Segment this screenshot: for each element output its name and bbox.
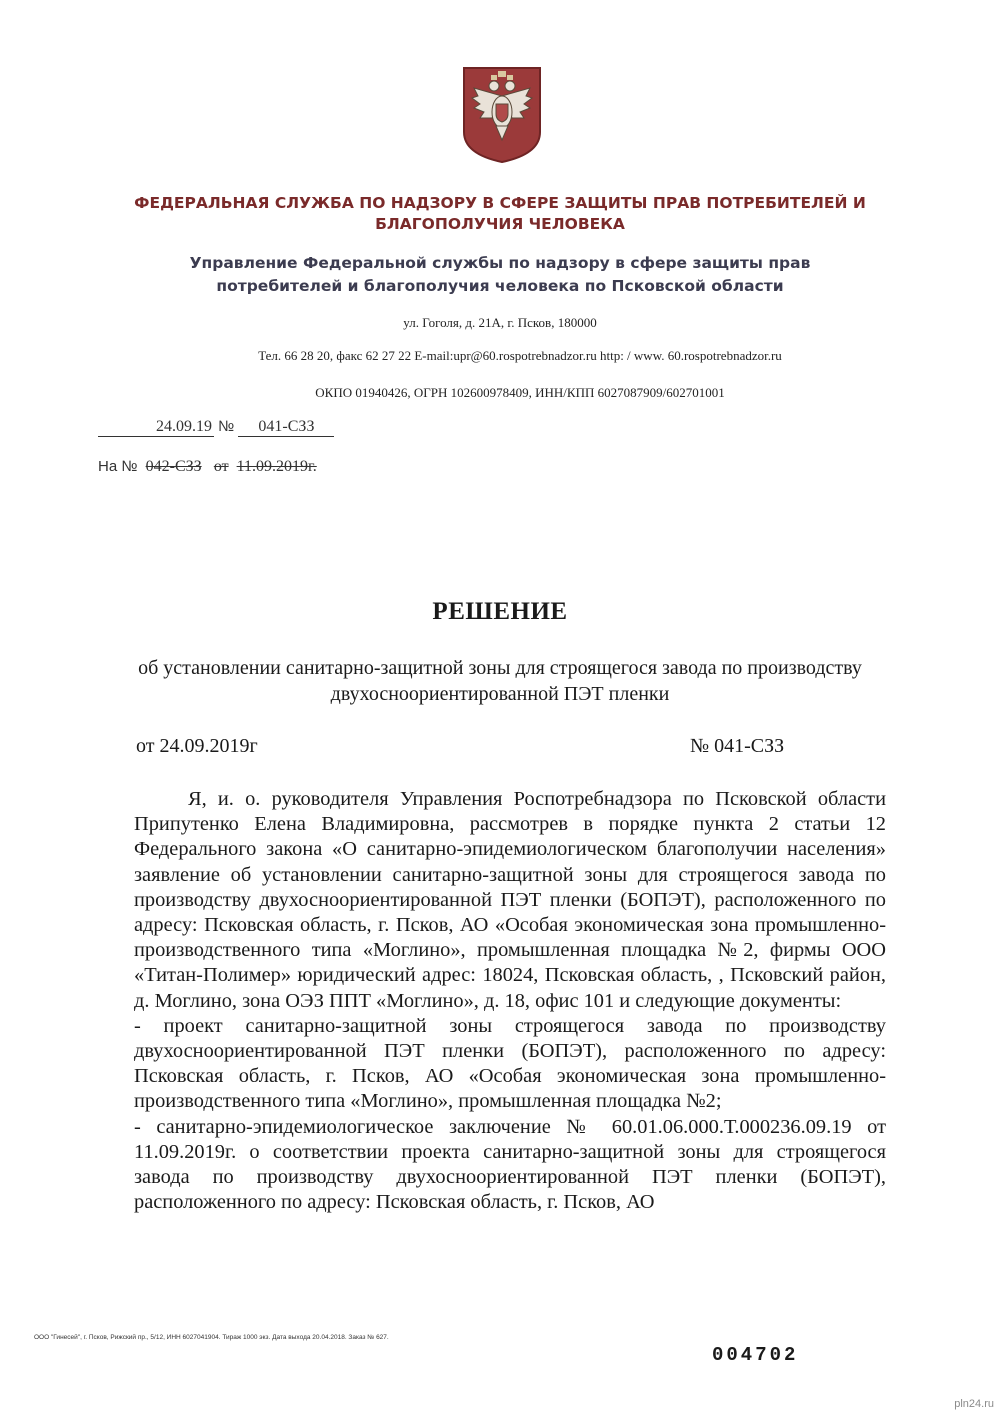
registration-line [98,418,334,437]
print-info: ООО "Гинесей", г. Псков, Рижский пр., 5/12, ИНН 6027041904. Тираж 1000 экз. Дата выхода 20.04.2018. Заказ № 627. [34,1334,389,1341]
registration-number: 041-СЗЗ [238,418,334,437]
coat-of-arms-emblem-icon [460,66,544,164]
organization-address: ул. Гоголя, д. 21А, г. Псков, 180000 [403,315,597,330]
document-number: № 041-СЗЗ [690,735,785,757]
body-paragraph: - санитарно-эпидемиологическое заключение № 60.01.06.000.Т.000236.09.19 от 11.09.2019г. о соответствии проекта санитарно-защитной зоны для строящегося завода по производству двухосноориентированной ПЭТ пленки (БОПЭТ), расположенного по адресу: Псковская область, г. Псков, АО [134,1115,886,1214]
reference-date: 11.09.2019г. [236,458,317,475]
registration-date: 24.09.19 [98,418,214,437]
registration-number-label: № [218,418,235,435]
body-paragraph: - проект санитарно-защитной зоны строящегося завода по производству двухосноориентированной ПЭТ пленки (БОПЭТ), расположенного по адресу: Псковская область, г. Псков, АО «Особая экономическая зона промышленно-производственного типа «Моглино», промышленная площадка №2; [134,1014,886,1113]
document-subtitle: об установлении санитарно-защитной зоны для строящегося завода по производству двухосноориентированной ПЭТ пленки [138,657,862,705]
document-title: РЕШЕНИЕ [432,598,568,625]
document-body [134,787,886,1215]
reference-line [98,458,321,476]
document-date: от 24.09.2019г [136,735,258,757]
body-paragraph: Я, и. о. руководителя Управления Роспотребнадзора по Псковской области Припутенко Елена Владимировна, рассмотрев в порядке пункта 2 статьи 12 Федерального закона «О санитарно-эпидемиологическом благополучии населения» заявление об установлении санитарно-защитной зоны для строящегося завода по производству двухосноориентированной ПЭТ пленки (БОПЭТ), расположенного по адресу: Псковская область, г. Псков, АО «Особая экономическая зона промышленно-производственного типа «Моглино», промышленная площадка №2, фирмы ООО «Титан-Полимер» юридический адрес: 18024, Псковская область, , Псковский район, д. Моглино, зона ОЭЗ ППТ «Моглино», д. 18, офис 101 и следующие документы: [134,788,886,1012]
reference-number: 042-СЗЗ [145,458,202,475]
reference-label: На № [98,458,138,475]
organization-title: ФЕДЕРАЛЬНАЯ СЛУЖБА ПО НАДЗОРУ В СФЕРЕ ЗАЩИТЫ ПРАВ ПОТРЕБИТЕЛЕЙ И БЛАГОПОЛУЧИЯ ЧЕЛОВЕКА [134,194,866,233]
reference-from-label: от [213,458,229,475]
form-serial-number: 004702 [712,1344,799,1366]
organization-codes: ОКПО 01940426, ОГРН 102600978409, ИНН/КПП 6027087909/602701001 [315,385,725,400]
sub-organization-title: Управление Федеральной службы по надзору в сфере защиты прав потребителей и благополучия человека по Псковской области [189,254,811,295]
site-watermark: pln24.ru [954,1398,994,1410]
organization-contacts: Тел. 66 28 20, факс 62 27 22 E-mail:upr@60.rospotrebnadzor.ru http: / www. 60.rospotrebnadzor.ru [258,348,782,363]
